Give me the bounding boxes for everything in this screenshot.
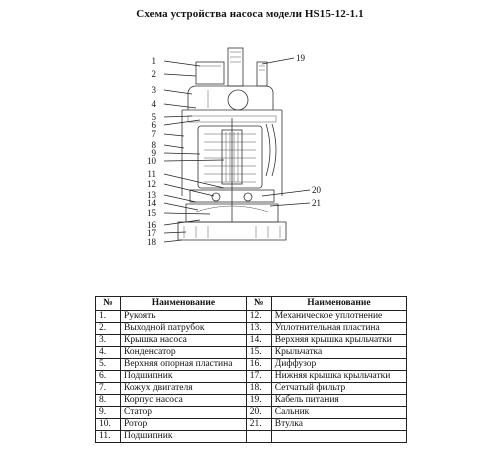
row-number: 7. — [96, 383, 121, 395]
callout-16: 16 — [147, 220, 156, 230]
callout-6: 6 — [151, 120, 156, 130]
parts-table-header — [96, 297, 407, 311]
row-number: 21. — [246, 419, 271, 431]
row-name: Крышка насоса — [121, 335, 247, 347]
table-row — [96, 431, 407, 443]
table-row — [96, 347, 407, 359]
row-name: Статор — [121, 407, 247, 419]
row-number: 3. — [96, 335, 121, 347]
row-name: Выходной патрубок — [121, 323, 247, 335]
header-number-right: № — [246, 297, 271, 311]
row-name: Кабель питания — [271, 395, 406, 407]
row-number: 6. — [96, 371, 121, 383]
row-name: Ротор — [121, 419, 247, 431]
callout-14: 14 — [147, 198, 156, 208]
row-name: Диффузор — [271, 359, 406, 371]
table-row — [96, 371, 407, 383]
row-number: 13. — [246, 323, 271, 335]
callout-19: 19 — [296, 53, 305, 63]
callout-17: 17 — [147, 228, 156, 238]
callout-18: 18 — [147, 237, 156, 247]
row-number: 8. — [96, 395, 121, 407]
row-name: Нижняя крышка крыльчатки — [271, 371, 406, 383]
row-name: Крыльчатка — [271, 347, 406, 359]
parts-table — [95, 296, 407, 443]
table-row — [96, 359, 407, 371]
callout-10: 10 — [147, 156, 156, 166]
row-name: Кожух двигателя — [121, 383, 247, 395]
callout-8: 8 — [151, 140, 156, 150]
row-number — [246, 431, 271, 443]
row-number: 12. — [246, 311, 271, 323]
row-number: 14. — [246, 335, 271, 347]
row-name — [271, 431, 406, 443]
row-number: 5. — [96, 359, 121, 371]
callout-13: 13 — [147, 190, 156, 200]
row-name: Механическое уплотнение — [271, 311, 406, 323]
row-number: 4. — [96, 347, 121, 359]
callout-4: 4 — [151, 99, 156, 109]
callout-5: 5 — [151, 112, 156, 122]
row-number: 18. — [246, 383, 271, 395]
row-number: 9. — [96, 407, 121, 419]
row-number: 15. — [246, 347, 271, 359]
row-name: Подшипник — [121, 371, 247, 383]
callout-9: 9 — [151, 148, 156, 158]
callout-15: 15 — [147, 208, 156, 218]
row-number: 10. — [96, 419, 121, 431]
table-row — [96, 323, 407, 335]
row-number: 20. — [246, 407, 271, 419]
table-row — [96, 395, 407, 407]
row-name: Уплотнительная пластина — [271, 323, 406, 335]
header-name-left: Наименование — [121, 297, 247, 311]
row-name: Сальник — [271, 407, 406, 419]
row-name: Подшипник — [121, 431, 247, 443]
table-row — [96, 419, 407, 431]
row-number: 17. — [246, 371, 271, 383]
callout-21: 21 — [312, 198, 321, 208]
callout-7: 7 — [151, 129, 156, 139]
diagram-title: Схема устройства насоса модели HS15-12-1.1 — [136, 8, 364, 20]
row-name: Сетчатый фильтр — [271, 383, 406, 395]
table-row — [96, 383, 407, 395]
row-name: Рукоять — [121, 311, 247, 323]
row-name: Корпус насоса — [121, 395, 247, 407]
row-name: Верхняя крышка крыльчатки — [271, 335, 406, 347]
callout-20: 20 — [312, 185, 321, 195]
header-number-left: № — [96, 297, 121, 311]
callout-3: 3 — [151, 85, 156, 95]
callout-12: 12 — [147, 179, 156, 189]
row-number: 2. — [96, 323, 121, 335]
callout-11: 11 — [147, 169, 156, 179]
row-name: Конденсатор — [121, 347, 247, 359]
table-row — [96, 335, 407, 347]
table-row — [96, 311, 407, 323]
callout-2: 2 — [151, 69, 156, 79]
row-number: 16. — [246, 359, 271, 371]
callout-1: 1 — [151, 56, 156, 66]
row-number: 1. — [96, 311, 121, 323]
row-number: 11. — [96, 431, 121, 443]
row-name: Втулка — [271, 419, 406, 431]
row-number: 19. — [246, 395, 271, 407]
row-name: Верхняя опорная пластина — [121, 359, 247, 371]
table-row — [96, 407, 407, 419]
header-name-right: Наименование — [271, 297, 406, 311]
pump-body-drawing — [178, 48, 286, 240]
